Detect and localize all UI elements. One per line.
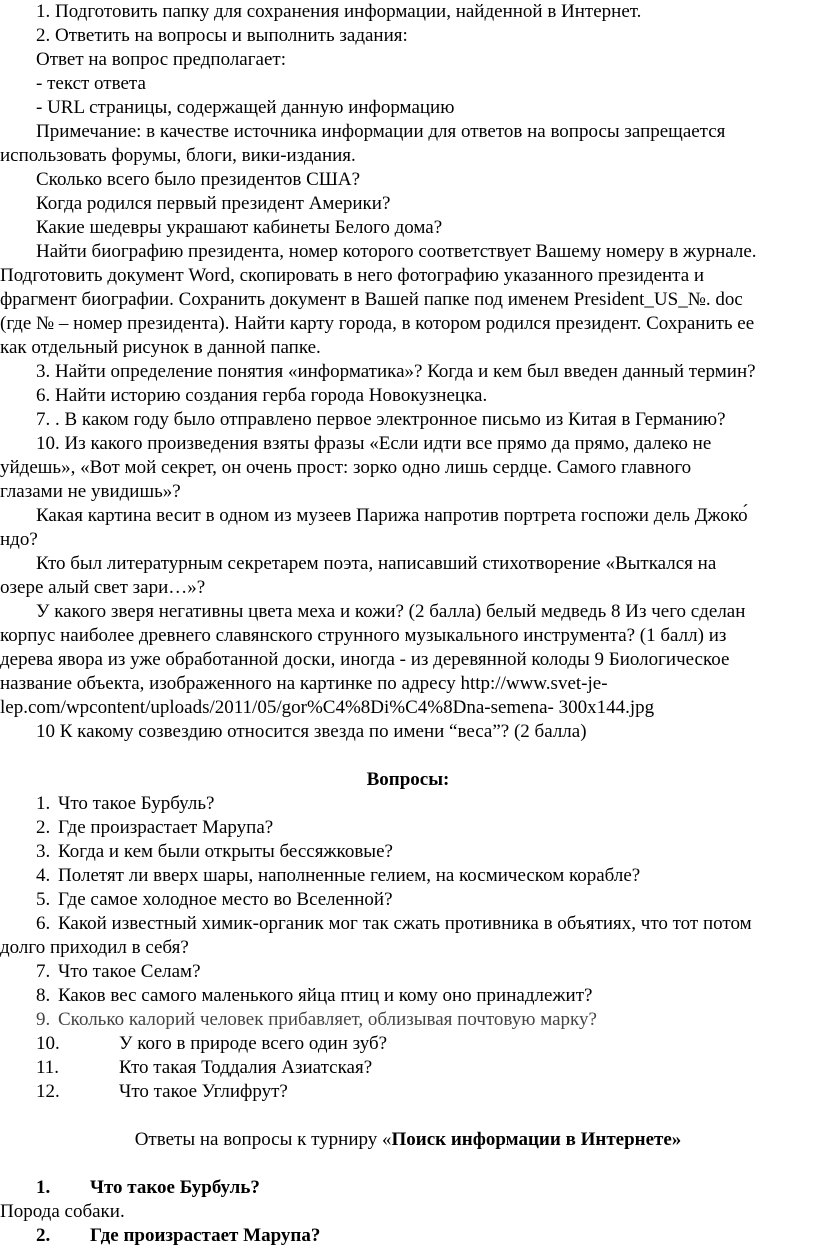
intro-line-1: 1. Подготовить папку для сохранения информации, найденной в Интернет. [36,1,642,22]
answers-heading: Ответы на вопросы к турниру «Поиск информации в Интернете» [134,1129,682,1150]
list-item: 6. Какой известный химик-органик мог так сжать противника в объятиях, что тот потом [36,913,752,934]
list-item-continuation: долго приходил в себя? [0,937,189,958]
question-email: 7. . В каком году было отправлено первое электронное письмо из Китая в Германию? [36,409,726,430]
question-beast-line-1: У какого зверя негативны цвета меха и кожи? (2 балла) белый медведь 8 Из чего сделан [36,601,746,622]
question-poet-line-1: Кто был литературным секретарем поэта, написавший стихотворение «Выткался на [36,553,717,574]
question-vega: 10 К какому созвездию относится звезда по имени “веса”? (2 балла) [36,721,587,742]
question-informatics: 3. Найти определение понятия «информатика»? Когда и кем был введен данный термин? [36,361,756,382]
intro-line-4: - текст ответа [36,73,146,94]
task-bio-line-3: фрагмент биографии. Сохранить документ в Вашей папке под именем President_US_№. doc [0,289,743,310]
questions-heading: Вопросы: [366,769,450,790]
answer-question: 2. Где произрастает Марупа? [36,1225,321,1246]
question-coat-of-arms: 6. Найти историю создания герба города Новокузнецка. [36,385,488,406]
task-bio-line-2: Подготовить документ Word, скопировать в него фотографию указанного президента и [0,265,705,286]
intro-line-2: 2. Ответить на вопросы и выполнить задания: [36,25,408,46]
question-beast-line-4: название объекта, изображенного на картинке по адресу http://www.svet-je- [0,673,608,694]
question-first-president: Когда родился первый президент Америки? [36,193,391,214]
list-item: 12. Что такое Углифрут? [36,1081,288,1102]
question-beast-line-3: дерева явора из уже обработанной доски, иногда - из деревянной колоды 9 Биологическое [0,649,730,670]
list-item: 5. Где самое холодное место во Вселенной? [36,889,393,910]
question-beast-line-5: lep.com/wpcontent/uploads/2011/05/gor%C4%8Di%C4%8Dna-semena- 300x144.jpg [0,697,655,718]
question-painting-line-2: ндо? [0,529,38,550]
question-poet-line-2: озере алый свет зари…»? [0,577,206,598]
question-phrases-line-3: глазами не увидишь»? [0,481,181,502]
list-item: 7. Что такое Селам? [36,961,201,982]
note-line-1: Примечание: в качестве источника информации для ответов на вопросы запрещается [36,121,726,142]
answer-text: Порода собаки. [0,1201,125,1222]
question-phrases-line-2: уйдешь», «Вот мой секрет, он очень прост: зорко одно лишь сердце. Самого главного [0,457,692,478]
question-beast-line-2: корпус наиболее древнего славянского струнного музыкального инструмента? (1 балл) из [0,625,727,646]
task-bio-line-5: как отдельный рисунок в данной папке. [0,337,321,358]
question-phrases-line-1: 10. Из какого произведения взяты фразы «Если идти все прямо да прямо, далеко не [36,433,712,454]
note-line-2: использовать форумы, блоги, вики-издания. [0,145,356,166]
question-painting-line-1: Какая картина весит в одном из музеев Парижа напротив портрета госпожи дель Джоко́ [36,505,748,526]
list-item: 2. Где произрастает Марупа? [36,817,274,838]
list-item: 8. Каков вес самого маленького яйца птиц и кому оно принадлежит? [36,985,593,1006]
intro-line-3: Ответ на вопрос предполагает: [36,49,286,70]
question-white-house: Какие шедевры украшают кабинеты Белого дома? [36,217,443,238]
list-item: 10. У кого в природе всего один зуб? [36,1033,388,1054]
answer-question: 1. Что такое Бурбуль? [36,1177,260,1198]
question-presidents: Сколько всего было президентов США? [36,169,361,190]
list-item: 11. Кто такая Тоддалия Азиатская? [36,1057,373,1078]
intro-line-5: - URL страницы, содержащей данную информацию [36,97,455,118]
task-bio-line-1: Найти биографию президента, номер которого соответствует Вашему номеру в журнале. [36,241,757,262]
list-item: 3. Когда и кем были открыты бессяжковые? [36,841,393,862]
list-item: 9. Сколько калорий человек прибавляет, облизывая почтовую марку? [36,1009,597,1030]
task-bio-line-4: (где № – номер президента). Найти карту города, в котором родился президент. Сохранить ее [0,313,755,334]
list-item: 4. Полетят ли вверх шары, наполненные гелием, на космическом корабле? [36,865,641,886]
list-item: 1. Что такое Бурбуль? [36,793,215,814]
